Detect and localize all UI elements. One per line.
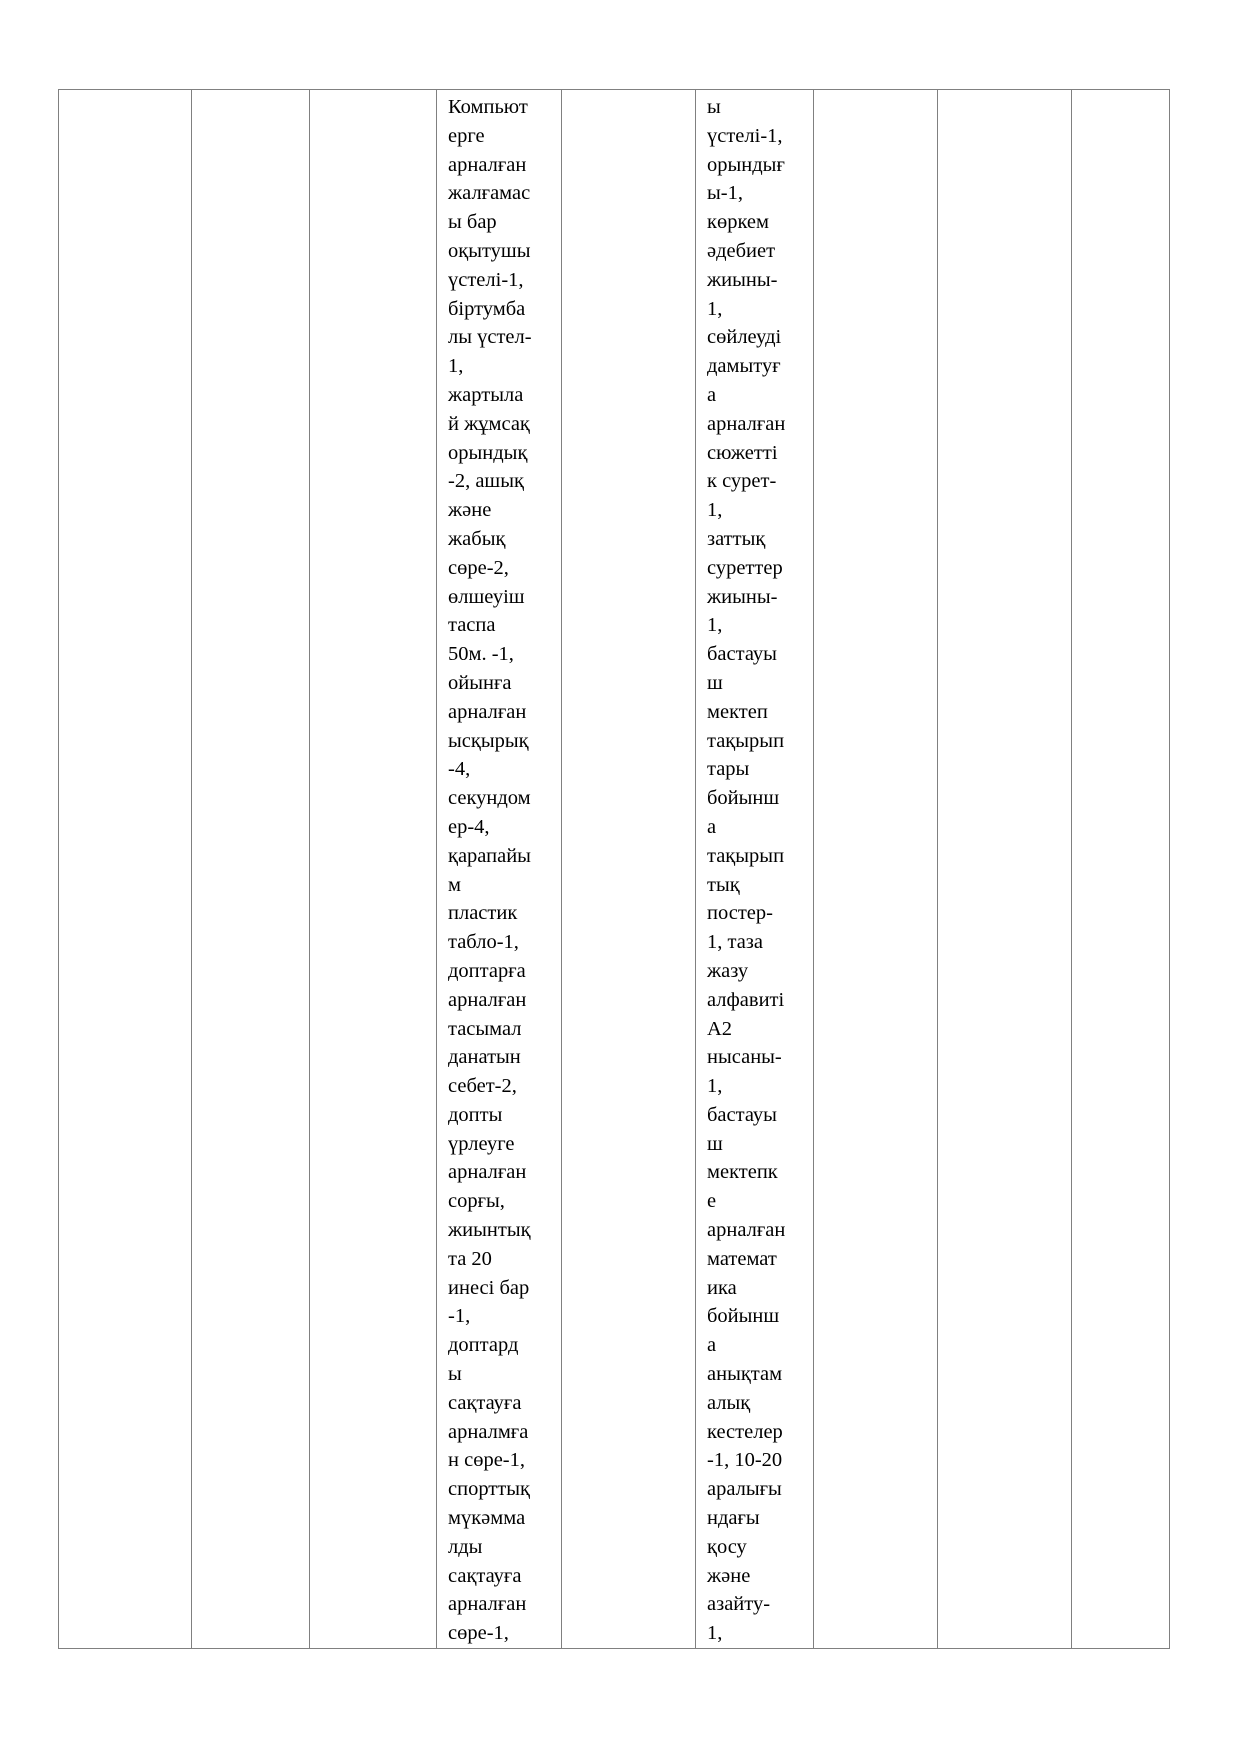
table-cell-col2 bbox=[192, 90, 310, 1649]
equipment-list-text: Компьют ерге арналған жалғамас ы бар оқытушы үстелі-1, біртумба лы үстел- 1, жартыла й жұмсақ орындық -2, ашық және жабық сөре-2, өлшеуіш таспа 50м. -1, ойынға арналған ысқырық -4, секундом ер-4, қарапайы м пластик табло-1, доптарға арналған тасымал данатын себет-2, допты үрлеуге арналған сорғы, жиынтық та 20 инесі бар -1, доптард ы сақтауға арналмға н сөре-1, спорттық мүкәмма лды сақтауға арналған сөре-1, bbox=[448, 96, 532, 1645]
table-row bbox=[59, 90, 1170, 1649]
table-cell-col8 bbox=[938, 90, 1072, 1649]
table-cell-col4 bbox=[437, 90, 562, 1649]
table-cell-col3 bbox=[310, 90, 437, 1649]
table-cell-col9 bbox=[1072, 90, 1170, 1649]
table-cell-col5 bbox=[562, 90, 696, 1649]
table-cell-col1 bbox=[59, 90, 192, 1649]
teaching-materials-list-text: ы үстелі-1, орындығ ы-1, көркем әдебиет жиыны- 1, сөйлеуді дамытуғ а арналған сюжетті к сурет- 1, заттық суреттер жиыны- 1, бастауы ш мектеп тақырып тары бойынш а тақырып тық постер- 1, таза жазу алфавиті А2 нысаны- 1, бастауы ш мектепк е арналған математ ика бойынш а анықтам алық кестелер -1, 10-20 аралығы ндағы қосу және азайту- 1, bbox=[707, 96, 786, 1645]
equipment-table bbox=[58, 89, 1170, 1649]
table-cell-col6 bbox=[696, 90, 814, 1649]
table-cell-col7 bbox=[814, 90, 938, 1649]
